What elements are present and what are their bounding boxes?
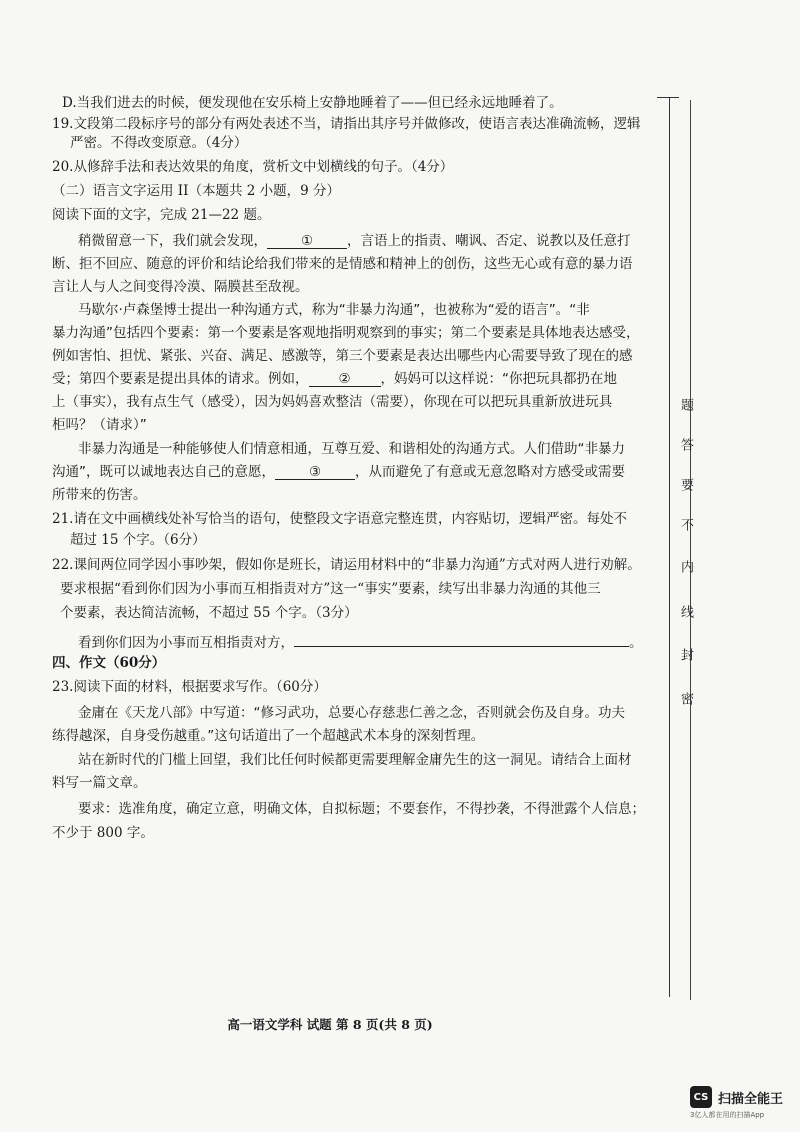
margin-char: 要 xyxy=(678,478,693,491)
section-heading-2: （二）语言文字运用 II（本题共 2 小题，9 分） xyxy=(52,183,341,199)
essay-requirements-line1: 要求：选准角度，确定立意，明确文体，自拟标题；不要套作，不得抄袭，不得泄露个人信息； xyxy=(78,801,645,817)
watermark-name: 扫描全能王 xyxy=(718,1091,784,1107)
reading-instruction: 阅读下面的文字，完成 21—22 题。 xyxy=(52,207,271,223)
margin-rule-outer xyxy=(690,100,691,1000)
answer-blank[interactable] xyxy=(294,630,629,647)
margin-char: 密 xyxy=(678,692,693,705)
watermark-subtitle: 3亿人都在用的扫描App xyxy=(690,1111,765,1119)
page-footer: 高一语文学科 试题 第 8 页(共 8 页) xyxy=(227,1017,433,1032)
answer-line xyxy=(78,630,643,652)
passage-p3-line3: 所带来的伤害。 xyxy=(52,487,147,503)
scanner-watermark xyxy=(690,1086,783,1108)
margin-char: 线 xyxy=(678,605,693,618)
margin-char: 答 xyxy=(678,438,693,451)
answer-prefix: 看到你们因为小事而互相指责对方， xyxy=(78,635,294,651)
essay-prompt-line2: 料写一篇文章。 xyxy=(52,775,147,791)
essay-prompt-line1: 站在新时代的门槛上回望，我们比任何时候都更需要理解金庸先生的这一洞见。请结合上面材 xyxy=(78,752,632,768)
essay-material-line1: 金庸在《天龙八部》中写道：“修习武功，总要心存慈悲仁善之念，否则就会伤及自身。功夫 xyxy=(78,705,625,721)
passage-p2-line6: 柜吗？（请求）” xyxy=(52,417,147,433)
question-21-cont: 超过 15 个字。（6分） xyxy=(70,532,206,548)
blank-3: ③ xyxy=(275,463,355,480)
question-19: 19.文段第二段标序号的部分有两处表述不当，请指出其序号并做修改，使语言表达准确流畅，逻辑 xyxy=(52,116,641,132)
passage-p1-line3: 言让人与人之间变得冷漠、隔膜甚至敌视。 xyxy=(52,279,309,295)
question-22: 22.课间两位同学因小事吵架，假如你是班长，请运用材料中的“非暴力沟通”方式对两人进行劝解。 xyxy=(52,557,641,573)
blank-2: ② xyxy=(309,370,381,387)
passage-p3-line1: 非暴力沟通是一种能够使人们情意相通，互尊互爱、和谐相处的沟通方式。人们借助“非暴力 xyxy=(78,441,625,457)
blank-1: ① xyxy=(267,232,347,249)
passage-p2-line3: 例如害怕、担忧、紧张、兴奋、满足、感激等，第三个要素是表达出哪些内心需要导致了现在的感 xyxy=(52,348,633,364)
passage-p1-line2: 断、拒不回应、随意的评价和结论给我们带来的是情感和精神上的创伤，这些无心或有意的暴力语 xyxy=(52,256,633,272)
passage-p2-line1: 马歇尔·卢森堡博士提出一种沟通方式，称为“非暴力沟通”，也被称为“爱的语言”。“非 xyxy=(78,302,590,318)
margin-char: 题 xyxy=(678,398,693,411)
section-heading-4: 四、作文（60分） xyxy=(52,655,166,671)
passage-p2-line4 xyxy=(52,370,617,388)
passage-p3-line2 xyxy=(52,463,625,481)
p3-text-b: ，从而避免了有意或无意忽略对方感受或需要 xyxy=(355,464,625,480)
question-21: 21.请在文中画横线处补写恰当的语句，使整段文字语意完整连贯，内容贴切，逻辑严密。每处不 xyxy=(52,511,627,527)
option-d: D.当我们进去的时候，便发现他在安乐椅上安静地睡着了——但已经永远地睡着了。 xyxy=(62,95,563,111)
p1-text-a: 稍微留意一下，我们就会发现， xyxy=(78,233,267,249)
question-22-req1: 要求根据“看到你们因为小事而互相指责对方”这一“事实”要素，续写出非暴力沟通的其他三 xyxy=(60,581,601,597)
question-23: 23.阅读下面的材料，根据要求写作。（60分） xyxy=(52,679,327,695)
question-22-req2: 个要素，表达简洁流畅，不超过 55 个字。（3分） xyxy=(60,605,358,621)
question-20: 20.从修辞手法和表达效果的角度，赏析文中划横线的句子。（4分） xyxy=(52,159,454,175)
passage-p2-line5: 上（事实），我有点生气（感受），因为妈妈喜欢整洁（需要），你现在可以把玩具重新放进玩具 xyxy=(52,394,613,410)
passage-p2-line2: 暴力沟通”包括四个要素：第一个要素是客观地指明观察到的事实；第二个要素是具体地表达感受， xyxy=(52,325,640,341)
margin-char: 不 xyxy=(678,518,693,531)
p1-text-b: ，言语上的指责、嘲讽、否定、说教以及任意打 xyxy=(347,233,631,249)
camscanner-logo-icon: CS xyxy=(690,1086,712,1108)
answer-period: 。 xyxy=(629,635,643,651)
passage-p1-line1 xyxy=(78,232,631,250)
margin-char: 封 xyxy=(678,648,693,661)
margin-rule-inner xyxy=(669,97,670,997)
essay-material-line2: 练得越深，自身受伤越重。”这句话道出了一个超越武术本身的深刻哲理。 xyxy=(52,728,485,744)
essay-requirements-line2: 不少于 800 字。 xyxy=(52,825,154,841)
margin-char: 内 xyxy=(678,560,693,573)
p2-text-b: ，妈妈可以这样说：“你把玩具都扔在地 xyxy=(380,371,617,387)
p2-text-a: 受；第四个要素是提出具体的请求。例如， xyxy=(52,371,309,387)
p3-text-a: 沟通”，既可以诚地表达自己的意愿， xyxy=(52,464,275,480)
margin-top-rule xyxy=(657,97,679,98)
question-19-cont: 严密。不得改变原意。（4分） xyxy=(70,135,248,151)
